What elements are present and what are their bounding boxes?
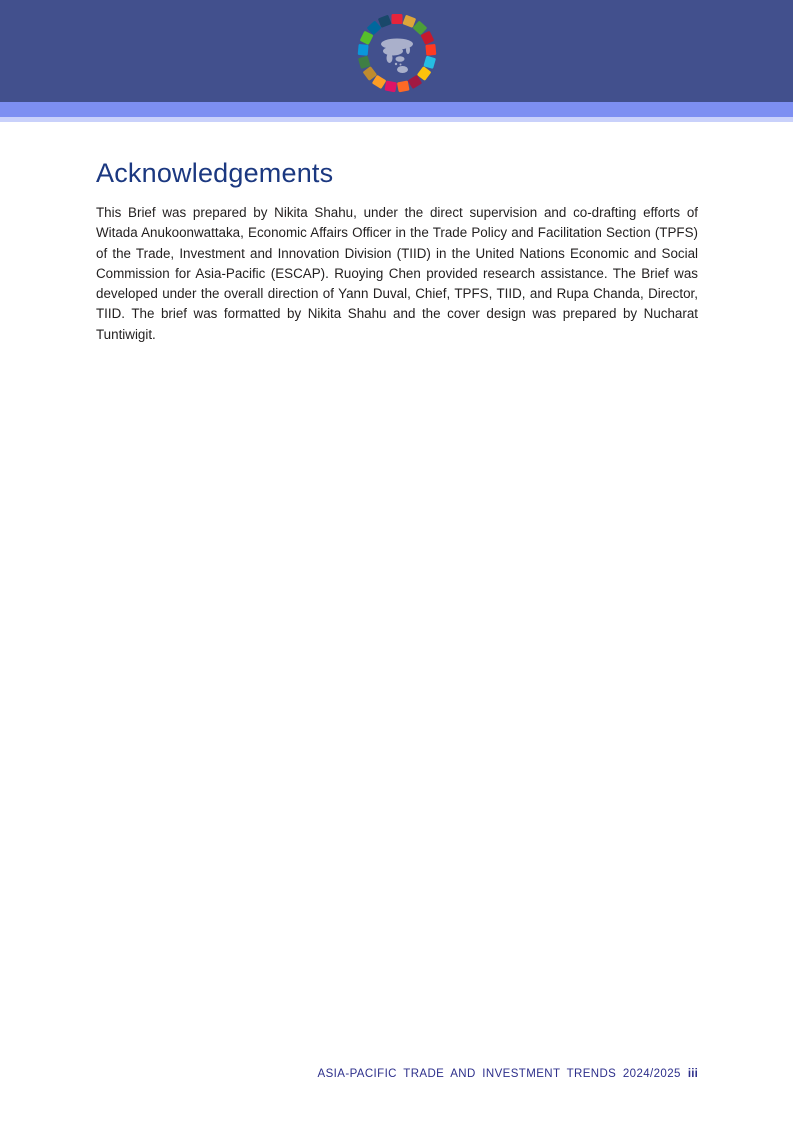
main-content [96, 122, 698, 345]
footer-page-number: iii [687, 1068, 698, 1080]
page-title: Acknowledgements [96, 158, 334, 188]
asia-pacific-map-icon [381, 39, 413, 74]
sdg-wheel-logo [356, 12, 438, 94]
accent-band [0, 102, 793, 117]
footer [318, 1068, 698, 1080]
footer-report-title: ASIA-PACIFIC TRADE AND INVESTMENT TRENDS 2024/2025 [317, 1068, 681, 1080]
acknowledgements-paragraph: This Brief was prepared by Nikita Shahu, under the direct supervision and co-drafting efforts of Witada Anukoonwattaka, Economic Affairs Officer in the Trade Policy and Facilitation Section (TPFS) of the Trade, Investment and Innovation Division (TIID) in the United Nations Economic and Social Commission for Asia-Pacific (ESCAP). Ruoying Chen provided research assistance. The Brief was developed under the overall direction of Yann Duval, Chief, TPFS, TIID, and Rupa Chanda, Director, TIID. The brief was formatted by Nikita Shahu and the cover design was prepared by Nucharat Tuntiwigit. [96, 205, 698, 342]
